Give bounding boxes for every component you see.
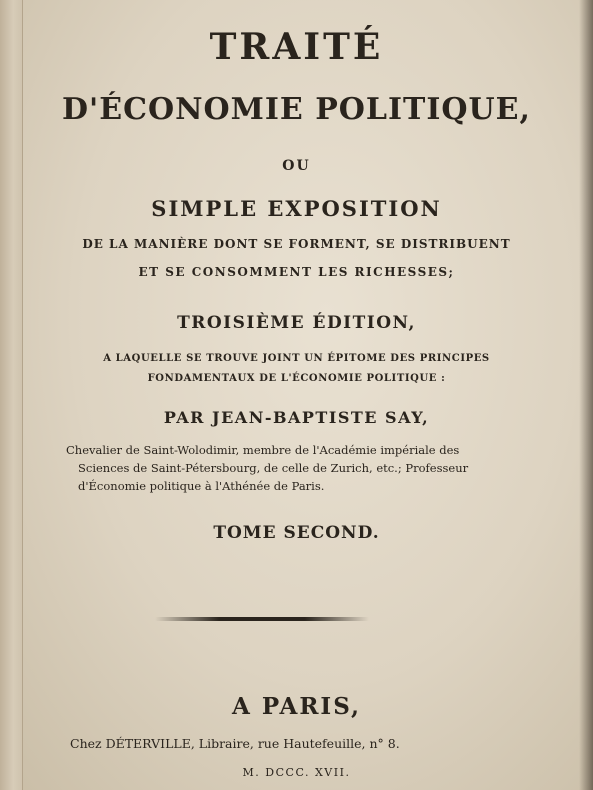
supplement-line-2: FONDAMENTAUX DE L'ÉCONOMIE POLITIQUE : <box>147 373 446 384</box>
conjunction: OU <box>282 158 311 174</box>
supplement-line-1: A LAQUELLE SE TROUVE JOINT UN ÉPITOME DES PRINCIPES <box>103 353 490 364</box>
credentials-line-1: Chevalier de Saint-Wolodimir, membre de l'Académie impériale des <box>66 443 460 457</box>
edition: TROISIÈME ÉDITION, <box>177 313 416 333</box>
year: M. DCCC. XVII. <box>242 766 351 779</box>
book-title: TRAITÉ <box>209 26 384 68</box>
description-line-1: DE LA MANIÈRE DONT SE FORMENT, SE DISTRIBUENT <box>82 237 511 251</box>
credentials-line-2: Sciences de Saint-Pétersbourg, de celle de Zurich, etc.; Professeur <box>78 461 469 475</box>
credentials-line-3: d'Économie politique à l'Athénée de Paris. <box>78 479 325 493</box>
publisher: Chez DÉTERVILLE, Libraire, rue Hautefeuille, n° 8. <box>70 736 400 751</box>
volume: TOME SECOND. <box>213 523 380 543</box>
heading: SIMPLE EXPOSITION <box>151 196 442 221</box>
author: PAR JEAN-BAPTISTE SAY, <box>163 408 430 427</box>
city: A PARIS, <box>232 693 361 720</box>
book-subtitle: D'ÉCONOMIE POLITIQUE, <box>62 92 531 127</box>
author-credentials <box>66 441 480 495</box>
description-line-2: ET SE CONSOMMENT LES RICHESSES; <box>138 265 455 279</box>
ornamental-rule <box>155 617 369 621</box>
